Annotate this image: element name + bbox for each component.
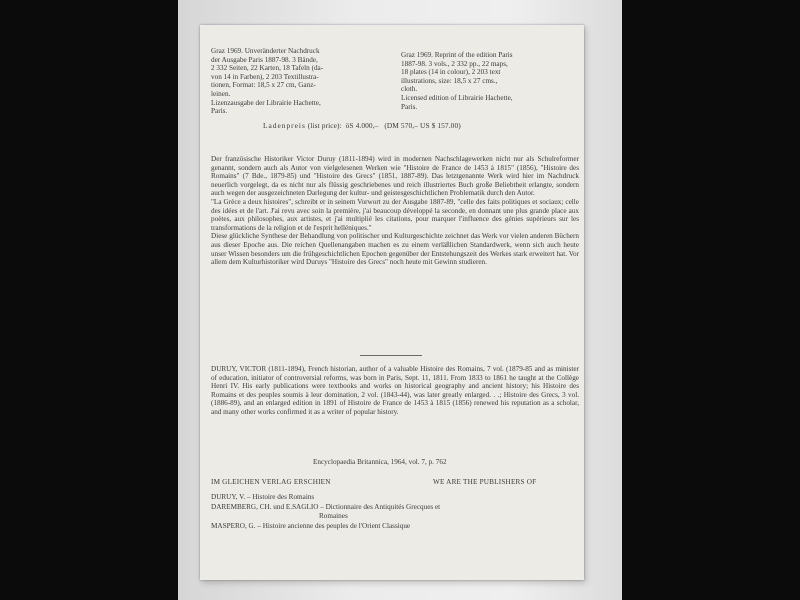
german-description <box>211 155 579 267</box>
english-encyclopedia-entry <box>211 365 579 417</box>
section-divider <box>360 355 422 356</box>
german-paragraph-1: Der französische Historiker Victor Duruy (1811-1894) wird in modernen Nachschlagewerken nicht nur als Schulreformer genannt, sondern auch als Autor von vielgelesenen Werken wie "Histoire de France de 1453 à 1815" (1856), "Histoire des Romains" (7 Bde., 1879-85) und "Histoire des Grecs" (1851, 1887-89). Das letztgenannte Werk wird hier im Nachdruck neuerlich vorgelegt, da es nicht nur als flüssig geschriebenes und reich illustriertes Buch große Beliebtheit erlangte, sondern auch wegen der ausgezeichneten Darlegung der kultur- und geistesgeschichtlichen Problematik durch den Autor. <box>211 155 579 198</box>
english-paragraph: DURUY, VICTOR (1811-1894), French historian, author of a valuable Histoire des Romains, 7 vol. (1879-85 and as minister of education, initiator of controversial reforms, was born in Paris, Sept. 11, 1811. From 1833 to 1861 he taught at the Collège Henri IV. His early publications were textbooks and works on historical geography and ancient history; his Histoire des Romains et des peuples soumis à leur domination, 2 vol. (1843-44), was later greatly enlarged. . .; Histoire des Grecs, 3 vol. (1886-89), and an enlarged edition in 1891 of Histoire de France de 1453 à 1815 (1856) renewed his reputation as a scholar, and many other works confirmed it as a writer of popular history. <box>211 365 579 416</box>
list-price-label: (list price): <box>307 121 342 130</box>
publisher-header-german: IM GLEICHEN VERLAG ERSCHIEN <box>211 478 331 486</box>
german-edition-details: Graz 1969. Unveränderter Nachdruck der Ausgabe Paris 1887-98. 3 Bände, 2 332 Seiten, 22 Karten, 18 Tafeln (da- von 14 in Farben), 2 203 Textillustra- tionen, Format: 18,5 x 27 cm, Ganz- leinen. Lizenzausgabe der Librairie Hachette, Paris. <box>211 47 324 116</box>
publication-item-continued: Romaines <box>319 512 348 520</box>
flyer-sheet <box>200 25 584 580</box>
price-line <box>263 122 583 131</box>
publisher-header-english: WE ARE THE PUBLISHERS OF <box>433 478 537 486</box>
price-os: öS 4.000,– <box>345 121 379 130</box>
english-edition-details: Graz 1969. Reprint of the edition Paris 1887-98. 3 vols., 2 332 pp., 22 maps, 18 plates (14 in colour), 2 203 text illustrations, size: 18,5 x 27 cms., cloth. Licensed edition of Librairie Hachette, Paris. <box>401 51 513 111</box>
photo-backdrop <box>178 0 622 600</box>
german-paragraph-2: "La Grèce a deux histoires", schreibt er in seinem Vorwort zu der Ausgabe 1887-89, "celle des faits politiques et sociaux; celle des idées et de l'art. J'ai revu avec soin la première, j'ai beaucoup développé la seconde, en donnant une plus grande place aux poètes, aux philosophes, aux artistes, et j'ai multiplié les citations, pour marquer l'influence des génies supérieurs sur les transformations de la religion et de l'esprit helléniques." <box>211 197 579 232</box>
citation: Encyclopaedia Britannica, 1964, vol. 7, p. 762 <box>313 458 447 466</box>
price-label: Ladenpreis <box>263 121 306 130</box>
german-paragraph-3: Diese glückliche Synthese der Behandlung von politischer und Kulturgeschichte zeichnet das Werk vor vielen anderen Büchern aus dieser Epoche aus. Die reichen Quellenangaben machen es zu einem verläßlichen Standardwerk, wenn sich auch heute unser Wissen besonders um die frühgeschichtlichen Epochen gegenüber der Entstehungszeit des Werkes stark erweitert hat. Vor allem dem Kulturhistoriker wird Duruys "Histoire des Grecs" noch heute mit Gewinn studieren. <box>211 232 579 267</box>
publication-item: DAREMBERG, CH. und E.SAGLIO – Dictionnaire des Antiquités Grecques et <box>211 503 441 511</box>
price-dm-usd: (DM 570,– US $ 157.00) <box>384 121 461 130</box>
publication-item: MASPERO, G. – Histoire ancienne des peuples de l'Orient Classique <box>211 522 411 530</box>
publication-item: DURUY, V. – Histoire des Romains <box>211 493 315 501</box>
